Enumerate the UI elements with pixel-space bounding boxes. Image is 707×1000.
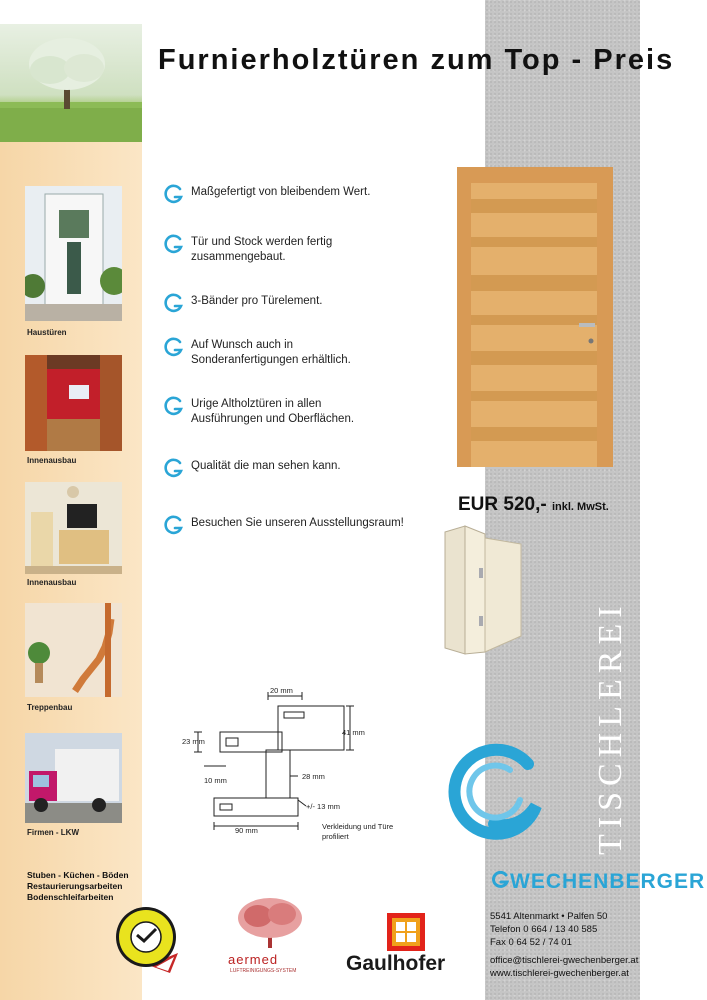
g-swirl-icon bbox=[163, 233, 185, 255]
aermed-tree-logo-icon bbox=[228, 896, 312, 950]
feature-item bbox=[163, 235, 473, 265]
website-link[interactable]: www.tischlerei-gwechenberger.at bbox=[490, 968, 629, 979]
g-letter-icon bbox=[490, 870, 510, 890]
page-title: Furnierholztüren zum Top - Preis bbox=[158, 44, 675, 76]
thumb-innenausbau-1-image bbox=[25, 355, 122, 451]
dimension-label: 10 mm bbox=[204, 776, 227, 785]
service-item: Bodenschleifarbeiten bbox=[27, 892, 114, 902]
phone-line: Telefon 0 664 / 13 40 585 bbox=[490, 924, 598, 935]
feature-text: Urige Altholztüren in allen Ausführungen und Oberflächen. bbox=[191, 398, 355, 425]
gaulhofer-logo-text: Gaulhofer bbox=[346, 952, 446, 975]
thumb-innenausbau-2-image bbox=[25, 482, 122, 574]
feature-text: Maßgefertigt von bleibendem Wert. bbox=[191, 186, 371, 198]
thumb-lkw-image bbox=[25, 733, 122, 823]
dimension-label: 28 mm bbox=[302, 772, 325, 781]
brand-name: WECHENBERGER bbox=[490, 870, 705, 894]
price-badge bbox=[458, 494, 609, 516]
feature-item bbox=[163, 516, 473, 536]
feature-item bbox=[163, 294, 473, 314]
feature-text: 3-Bänder pro Türelement. bbox=[191, 295, 323, 307]
dimension-label: +/- 13 mm bbox=[306, 802, 340, 811]
service-item: Stuben - Küchen - Böden bbox=[27, 870, 129, 880]
email-link[interactable]: office@tischlerei-gwechenberger.at bbox=[490, 955, 639, 966]
feature-item bbox=[163, 459, 473, 479]
dimension-note: profiliert bbox=[322, 832, 349, 841]
g-swirl-icon bbox=[163, 514, 185, 536]
thumb-label: Innenausbau bbox=[27, 456, 77, 465]
g-swirl-icon bbox=[163, 395, 185, 417]
veneer-door-image bbox=[455, 165, 615, 470]
feature-item bbox=[163, 338, 473, 368]
service-item: Restaurierungsarbeiten bbox=[27, 881, 123, 891]
feature-text: Qualität die man sehen kann. bbox=[191, 460, 341, 472]
feature-item bbox=[163, 397, 473, 427]
g-swirl-icon bbox=[163, 292, 185, 314]
frame-profile-drawing bbox=[180, 680, 380, 840]
feature-text: Tür und Stock werden fertig zusammengebaut. bbox=[191, 236, 333, 263]
price-tax-note: inkl. MwSt. bbox=[551, 501, 609, 513]
door-frame-sample-image bbox=[435, 524, 523, 658]
aermed-logo-subtext: LUFTREINIGUNGS-SYSTEM bbox=[230, 968, 297, 974]
tree-header-image bbox=[0, 24, 142, 142]
thumb-label: Treppenbau bbox=[27, 703, 73, 712]
door-handle-icon bbox=[579, 323, 595, 327]
price-amount: EUR 520,- bbox=[458, 494, 547, 515]
thumb-label: Haustüren bbox=[27, 328, 67, 337]
dimension-label: 41 mm bbox=[342, 728, 365, 737]
feature-item bbox=[163, 185, 473, 205]
g-swirl-icon bbox=[163, 336, 185, 358]
services-list bbox=[27, 870, 129, 903]
thumb-label: Innenausbau bbox=[27, 578, 77, 587]
tischler-meisterbetrieb-seal-icon bbox=[108, 905, 190, 973]
thumb-haustueren-image bbox=[25, 186, 122, 321]
address-line: 5541 Altenmarkt • Palfen 50 bbox=[490, 911, 608, 922]
feature-text: Auf Wunsch auch in Sonderanfertigungen erhältlich. bbox=[191, 339, 351, 366]
aermed-logo-text: aermed bbox=[228, 952, 279, 967]
gaulhofer-window-icon bbox=[386, 912, 426, 952]
dimension-note: Verkleidung und Türe bbox=[322, 822, 394, 831]
g-swirl-icon bbox=[163, 457, 185, 479]
dimension-label: 23 mm bbox=[182, 737, 205, 746]
thumb-treppenbau-image bbox=[25, 603, 122, 697]
fax-line: Fax 0 64 52 / 74 01 bbox=[490, 937, 572, 948]
brand-vertical-text: TISCHLEREI bbox=[592, 600, 629, 855]
dimension-label: 90 mm bbox=[235, 826, 258, 835]
dimension-label: 20 mm bbox=[270, 686, 293, 695]
feature-text: Besuchen Sie unseren Ausstellungsraum! bbox=[191, 517, 404, 529]
thumb-label: Firmen - LKW bbox=[27, 828, 79, 837]
g-swirl-icon bbox=[163, 183, 185, 205]
g-swirl-logo-icon bbox=[440, 740, 550, 850]
